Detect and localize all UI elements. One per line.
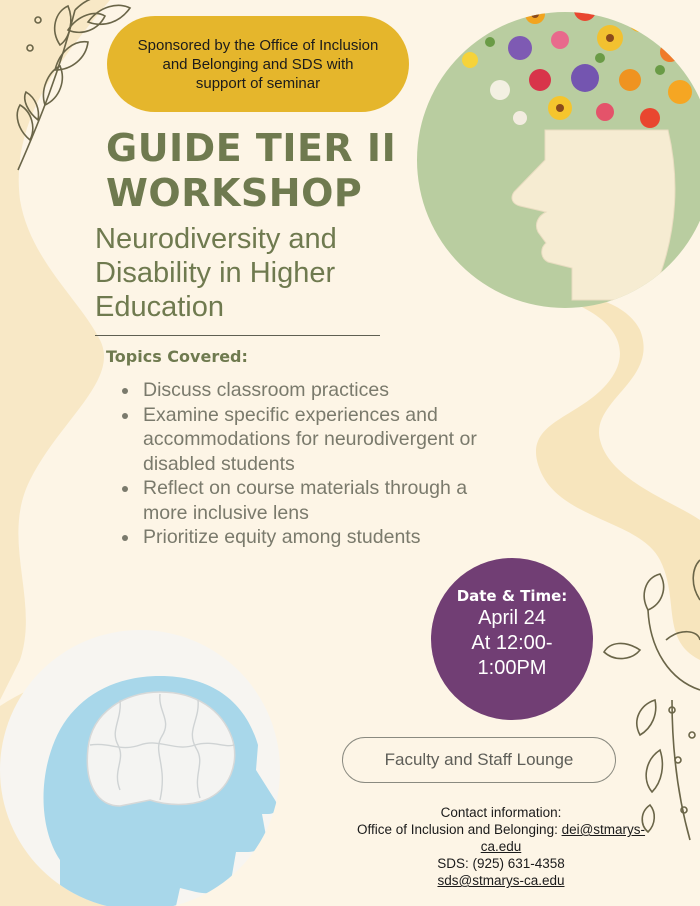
topics-list	[122, 378, 562, 550]
sponsor-line-1: Sponsored by the Office of Inclusion	[137, 36, 379, 54]
contact-oib-row	[325, 821, 677, 838]
contact-sds-phone: SDS: (925) 631-4358	[437, 856, 565, 871]
subtitle-line-2: Disability in Higher	[95, 257, 336, 289]
topics-heading: Topics Covered:	[106, 347, 248, 366]
wavy-peach-blob	[0, 0, 110, 700]
date-time-badge	[431, 558, 593, 720]
venue-text: Faculty and Staff Lounge	[384, 750, 574, 769]
venue-pill	[342, 737, 616, 783]
topic-item	[122, 525, 562, 550]
workshop-title	[106, 126, 436, 216]
topic-line: Reflect on course materials through a	[143, 477, 468, 499]
bullet-dot-icon	[122, 535, 128, 541]
topic-line: more inclusive lens	[143, 501, 309, 524]
event-time-end: 1:00PM	[477, 657, 547, 679]
event-time-start: At 12:00-	[471, 632, 553, 654]
topic-line: disabled students	[143, 452, 295, 475]
title-line-1: GUIDE TIER II	[106, 126, 397, 170]
subtitle-line-3: Education	[95, 291, 224, 323]
date-time-label: Date & Time:	[456, 587, 568, 605]
sponsor-line-3: support of seminar	[195, 74, 321, 92]
puzzle-brain	[87, 692, 234, 806]
contact-oib-email-cont	[325, 838, 677, 855]
workshop-subtitle	[95, 222, 395, 324]
topic-item	[122, 378, 562, 403]
bullet-dot-icon	[122, 486, 128, 492]
contact-sds-email-row	[325, 872, 677, 889]
puzzle-brain-photo	[0, 630, 290, 906]
subtitle-line-1: Neurodiversity and	[95, 223, 337, 255]
sponsor-line-2: and Belonging and SDS with	[162, 55, 354, 73]
bullet-dot-icon	[122, 388, 128, 394]
flower-head-photo	[410, 0, 700, 320]
bullet-dot-icon	[122, 413, 128, 419]
topic-line: Examine specific experiences and	[143, 403, 438, 426]
topic-line: Discuss classroom practices	[143, 379, 389, 401]
contact-block	[325, 804, 677, 889]
sds-email-link[interactable]: sds@stmarys-ca.edu	[437, 873, 565, 888]
section-divider	[95, 335, 380, 336]
topic-line: Prioritize equity among students	[143, 526, 421, 548]
oib-email-link[interactable]: dei@stmarys-	[561, 822, 646, 837]
topic-item	[122, 403, 562, 477]
sponsor-badge	[107, 16, 409, 112]
event-date: April 24	[478, 607, 546, 629]
contact-oib-label: Office of Inclusion and Belonging:	[356, 822, 562, 837]
contact-heading: Contact information:	[440, 805, 562, 820]
title-line-2: WORKSHOP	[106, 171, 363, 215]
oib-email-link-cont[interactable]: ca.edu	[480, 839, 522, 854]
topic-item	[122, 476, 562, 525]
topic-line: accommodations for neurodivergent or	[143, 428, 477, 450]
